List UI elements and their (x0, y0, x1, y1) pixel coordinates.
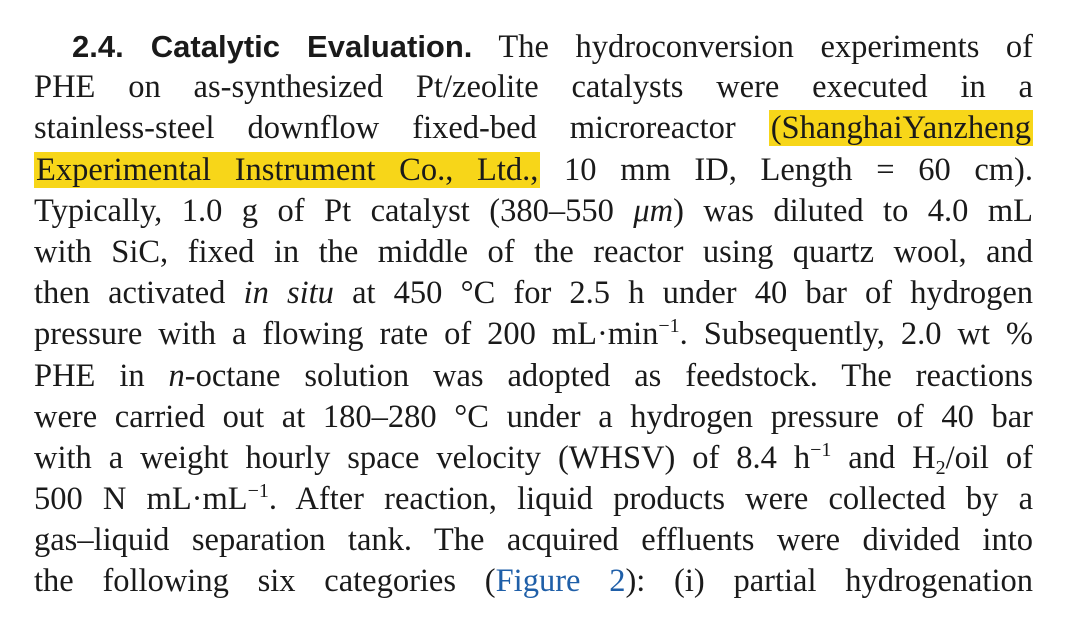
text-run: at 450 °C for 2.5 h under 40 bar of hydrogen (333, 275, 1033, 312)
section-paragraph (34, 26, 1033, 603)
highlighted-text: (ShanghaiYanzheng (770, 110, 1031, 147)
text-run: . Subsequently, 2.0 wt % (679, 316, 1033, 353)
text-line-3 (34, 108, 1033, 149)
text-line-9 (34, 356, 1033, 397)
text-run: . After reaction, liquid products were collected by a (268, 481, 1034, 518)
text-line-12 (34, 479, 1033, 520)
text-run: PHE in (34, 357, 169, 394)
text-line-4 (34, 150, 1033, 191)
text-run: ) was diluted to 4.0 mL (673, 192, 1033, 229)
text-run: /oil of (945, 439, 1033, 476)
text-run: 10 mm ID, Length = 60 cm). (540, 151, 1034, 188)
text-line-11 (34, 438, 1033, 479)
text-run: and H (831, 439, 936, 476)
text-line-7 (34, 273, 1033, 314)
text-line-5 (34, 191, 1033, 232)
text-line-2 (34, 67, 1033, 108)
superscript: −1 (658, 315, 680, 338)
italic-text: in situ (243, 275, 334, 312)
highlighted-text: Experimental Instrument Co., Ltd., (36, 151, 539, 188)
text-run: The hydroconversion experiments of (472, 29, 1033, 65)
text-run: PHE on as-synthesized Pt/zeolite catalysts were executed in a (34, 69, 1033, 106)
text-run: were carried out at 180–280 °C under a hydrogen pressure of 40 bar (34, 398, 1033, 435)
italic-text: μm (633, 192, 674, 229)
text-line-10 (34, 397, 1033, 438)
text-run: with SiC, fixed in the middle of the reactor using quartz wool, and (34, 233, 1033, 270)
superscript: −1 (810, 438, 832, 461)
text-run: pressure with a flowing rate of 200 mL·min (34, 316, 659, 353)
section-heading: 2.4. Catalytic Evaluation. (72, 29, 473, 64)
text-line-1 (34, 26, 1033, 67)
text-run: ): (i) partial hydrogenation (625, 563, 1033, 600)
italic-text: n (168, 357, 185, 394)
text-run: -octane solution was adopted as feedstock. The reactions (184, 357, 1033, 394)
superscript: −1 (247, 480, 269, 503)
figure-link[interactable]: Figure 2 (495, 563, 626, 600)
text-run: the following six categories ( (34, 563, 496, 600)
text-line-14 (34, 561, 1033, 602)
text-run: gas–liquid separation tank. The acquired effluents were divided into (34, 522, 1033, 559)
text-run: then activated (34, 275, 244, 312)
text-run: stainless-steel downflow fixed-bed microreactor (34, 110, 769, 147)
text-line-6 (34, 232, 1033, 273)
text-run: with a weight hourly space velocity (WHSV) of 8.4 h (34, 439, 811, 476)
text-line-13 (34, 520, 1033, 561)
subscript: 2 (935, 456, 946, 479)
text-run: 500 N mL·mL (34, 481, 248, 518)
text-line-8 (34, 314, 1033, 355)
text-run: Typically, 1.0 g of Pt catalyst (380–550 (34, 192, 634, 229)
